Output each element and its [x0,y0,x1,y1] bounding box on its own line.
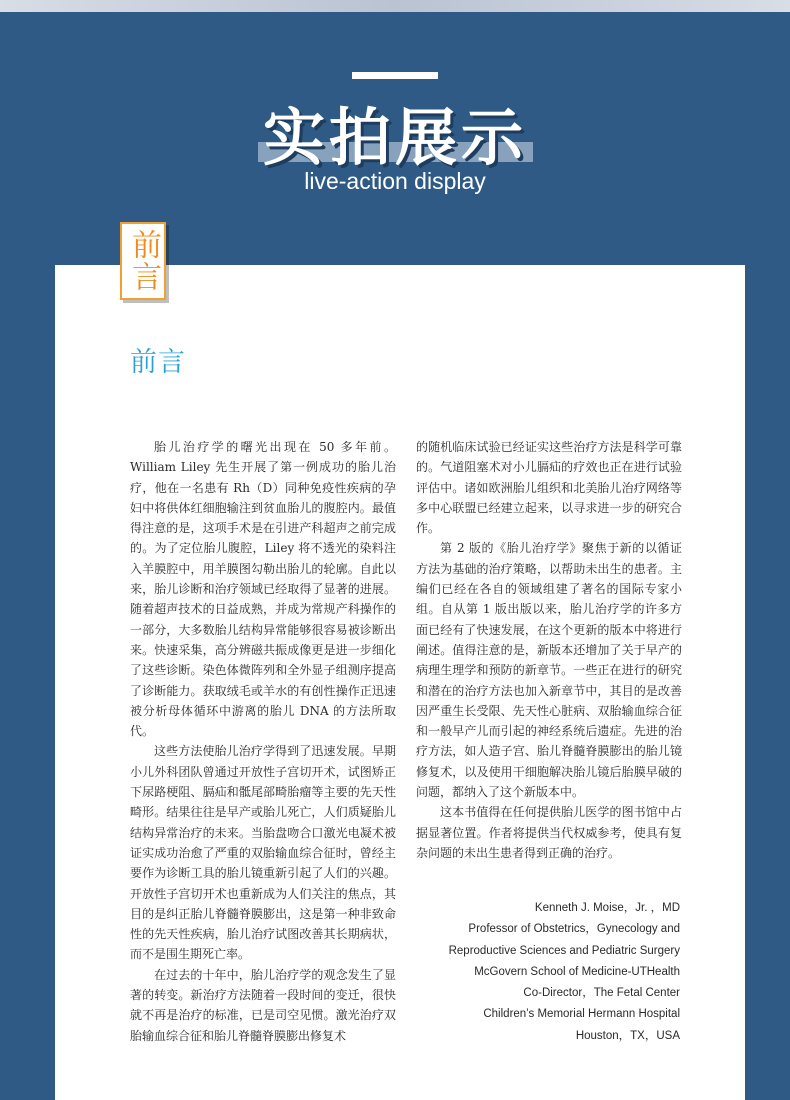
signature-line: Professor of Obstetrics，Gynecology and [468,923,680,936]
text-column-left [130,437,396,1046]
signature-line: Houston，TX，USA [575,1029,680,1042]
paragraph: 在过去的十年中，胎儿治疗学的观念发生了显著的转变。新治疗方法随着一段时间的变迁，很快就不再是治疗的标准，已是司空见惯。激光治疗双胎输血综合征和胎儿脊髓脊膜膨出修复术 [130,967,396,1043]
paragraph: 的随机临床试验已经证实这些治疗方法是科学可靠的。气道阻塞术对小儿膈疝的疗效也正在进行试验评估中。诸如欧洲胎儿组织和北美胎儿治疗网络等多中心联盟已经建立起来，以寻求进一步的研究合作。 [416,440,682,536]
header-accent-bar [352,72,438,79]
paragraph: 第 2 版的《胎儿治疗学》聚焦于新的以循证方法为基础的治疗策略，以帮助未出生的患者。主编们已经在各自的领域组建了著名的国际专家小组。自从第 1 版出版以来，胎儿治疗学的许多方面已经有了快速发展，在这个更新的版本中将进行阐述。值得注意的是，新版本还增加了关于早产的病理生理学和预防的新章节。一些正在进行的研究和潜在的治疗方法也加入新章节中，其目的是改善因严重生长受限、先天性心脏病、双胎输血综合征和一般早产儿而引起的神经系统后遗症。先进的治疗方法，如人造子宫、胎儿脊髓脊膜膨出的胎儿镜修复术，以及使用干细胞解决胎儿镜后胎膜早破的问题，都纳入了这个新版本中。 [416,541,682,800]
text-column-right [416,437,682,863]
signature-line: Reproductive Sciences and Pediatric Surgery [448,944,680,957]
signature-line: Co-Director，The Fetal Center [523,987,680,1000]
signature-line: Kenneth J. Moise，Jr. ，MD [534,902,680,914]
page-title: 实拍展示 [262,101,527,174]
preface-badge: 前言 [120,222,166,300]
paragraph: 这本书值得在任何提供胎儿医学的图书馆中占据显著位置。作者将提供当代权威参考，使具有复杂问题的未出生患者得到正确的治疗。 [416,805,682,860]
signature-line: McGovern School of Medicine-UTHealth [474,965,680,978]
paragraph: 胎儿治疗学的曙光出现在 50 多年前。William Liley 先生开展了第一例成功的胎儿治疗，他在一名患有 Rh（D）同种免疫性疾病的孕妇中将供体红细胞输注到贫血胎儿的腹腔内。最值得注意的是，这项手术是在引进产科超声之前完成的。为了定位胎儿腹腔，Liley 将不透光的染料注入羊膜腔中，用羊膜图勾勒出胎儿的轮廓。自此以来，胎儿诊断和治疗领域已经取得了显著的进展。随着超声技术的日益成熟，并成为常规产科操作的一部分，大多数胎儿结构异常能够很容易被诊断出来。快速采集，高分辨磁共振成像更是进一步细化了这些诊断。染色体微阵列和全外显子组测序提高了诊断能力。获取绒毛或羊水的有创性操作正迅速被分析母体循环中游离的胎儿 DNA 的方法所取代。 [130,440,396,739]
top-banner-strip [0,0,790,12]
paragraph: 这些方法使胎儿治疗学得到了迅速发展。早期小儿外科团队曾通过开放性子宫切开术，试图矫正下尿路梗阻、膈疝和骶尾部畸胎瘤等主要的先天性畸形。结果往往是早产或胎儿死亡，人们质疑胎儿结构异常治疗的未来。当胎盘吻合口激光电凝术被证实成功治愈了严重的双胎输血综合征时，曾经主要作为诊断工具的胎儿镜重新引起了人们的兴趣。开放性子宫切开术也重新成为人们关注的焦点，其目的是纠正胎儿脊髓脊膜膨出，这是第一种非致命性的先天性疾病，胎儿治疗试图改善其长期病状，而不是围生期死亡率。 [130,744,396,962]
signature-line: Children’s Memorial Hermann Hospital [483,1008,680,1021]
section-heading: 前言 [130,347,186,378]
author-signature [416,898,680,1047]
page-subtitle: live-action display [304,168,486,194]
